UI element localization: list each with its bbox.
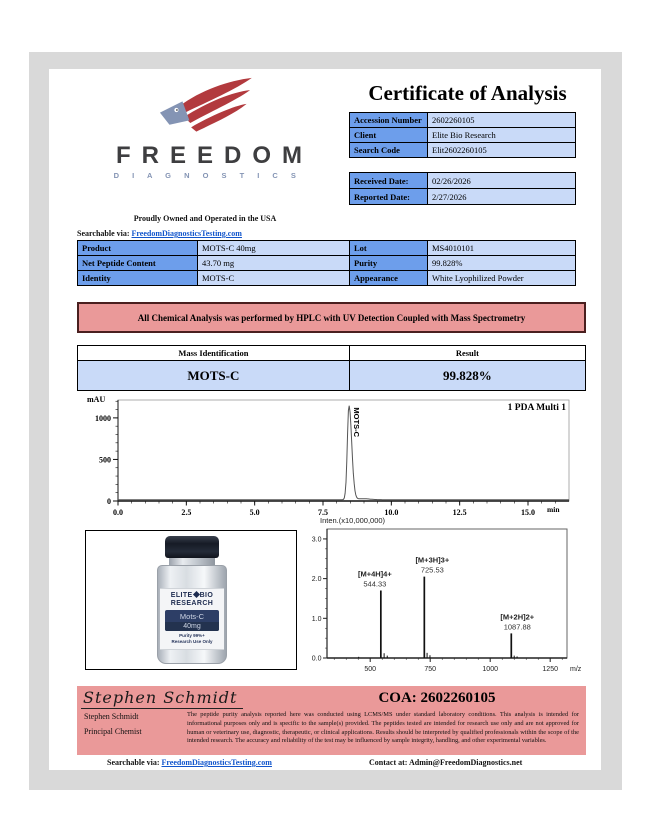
disclaimer-text: The peptide purity analysis reported here was conducted using LCMS/MS under standard laboratory conditions. This analysis is intended for informational purposes only and is specific to the sample(s) provided. The peptides tested are intended for research use only and are not approved for human or veterinary use, diagnostic, therapeutic, or clinical applications. Results should be interpreted by qualified professionals within the scope of the intended research. The accuracy and reliability of the test may be influenced by sample integrity, handling, and other experimental variables.	[187, 711, 579, 745]
signature-script: Stephen Schmidt	[81, 688, 243, 709]
result-header: Result	[349, 346, 585, 361]
svg-text:1250: 1250	[542, 666, 558, 673]
table-row	[78, 256, 357, 271]
ms-peak-charge-label: [M+2H]2+	[500, 612, 535, 622]
lot-label: Lot	[350, 241, 428, 256]
hplc-peak-label: MOTS-C	[351, 407, 361, 437]
vial-product-band	[165, 610, 219, 631]
vial-brand-line2: RESEARCH	[170, 599, 214, 607]
accession-number-value: 2602260105	[428, 113, 576, 128]
client-value: Elite Bio Research	[428, 128, 576, 143]
svg-text:12.5: 12.5	[452, 508, 467, 516]
mass-spectrum-chart	[306, 515, 586, 679]
result-value: 99.828%	[349, 361, 585, 391]
table-row	[350, 173, 576, 189]
ms-peak-charge-label: [M+4H]4+	[357, 569, 392, 579]
identity-value: MOTS-C	[198, 271, 357, 286]
footer-searchable-link[interactable]: FreedomDiagnosticsTesting.com	[161, 758, 272, 767]
table-row	[350, 143, 576, 158]
identity-label: Identity	[78, 271, 198, 286]
table-row	[350, 271, 576, 286]
mass-identification-header: Mass Identification	[78, 346, 350, 361]
svg-text:1000: 1000	[95, 413, 111, 423]
svg-text:0: 0	[107, 497, 111, 506]
svg-text:2.0: 2.0	[311, 576, 322, 584]
searchable-label: Searchable via:	[77, 229, 130, 238]
product-vial-photo	[85, 530, 297, 670]
product-label: Product	[78, 241, 198, 256]
table-row	[350, 189, 576, 205]
svg-text:2.5: 2.5	[181, 508, 192, 516]
signature-section	[77, 686, 586, 755]
logo-subtitle: D I A G N O S T I C S	[113, 171, 302, 181]
appearance-value: White Lyophilized Powder	[428, 271, 576, 286]
svg-text:5.0: 5.0	[249, 508, 260, 516]
received-date-value: 02/26/2026	[428, 173, 576, 189]
footer-contact: Contact at: Admin@FreedomDiagnostics.net	[369, 758, 523, 767]
svg-text:Inten.(x10,000,000): Inten.(x10,000,000)	[320, 516, 386, 525]
svg-text:15.0: 15.0	[521, 508, 535, 516]
svg-text:0.0: 0.0	[113, 508, 123, 516]
svg-text:750: 750	[424, 666, 437, 673]
ms-peak-value-label: 1087.88	[503, 622, 531, 632]
received-date-label: Received Date:	[350, 173, 428, 189]
freedom-diagnostics-logo	[105, 77, 313, 181]
vial-brand	[160, 592, 224, 607]
reported-date-label: Reported Date:	[350, 189, 428, 205]
mass-identification-table	[77, 345, 586, 391]
ms-peak-value-label: 544.33	[363, 579, 387, 589]
svg-text:3.0: 3.0	[311, 536, 322, 544]
hplc-chromatogram-chart	[75, 394, 586, 516]
coa-number: COA: 2602260105	[378, 690, 496, 706]
mass-identification-value: MOTS-C	[78, 361, 350, 391]
page-title: Certificate of Analysis	[368, 81, 567, 105]
hplc-chromatogram-svg	[75, 394, 586, 516]
table-row	[350, 113, 576, 128]
svg-text:1 PDA Multi 1: 1 PDA Multi 1	[507, 403, 566, 413]
mass-spectrum-svg	[306, 515, 586, 679]
searchable-link-top[interactable]: FreedomDiagnosticsTesting.com	[131, 229, 242, 238]
accession-table	[349, 112, 576, 158]
vial	[155, 536, 229, 666]
ms-peak-value-label: 725.53	[420, 565, 444, 575]
footer-searchable-label: Searchable via:	[107, 758, 160, 767]
svg-text:1000: 1000	[482, 666, 498, 673]
chemist-title: Principal Chemist	[84, 727, 142, 736]
search-code-value: Elit2602260105	[428, 143, 576, 158]
vial-research-note: Research Use Only	[171, 639, 213, 645]
svg-text:1.0: 1.0	[311, 615, 322, 623]
product-table	[77, 240, 357, 286]
svg-text:500: 500	[364, 666, 377, 673]
table-row	[78, 361, 586, 391]
table-header-row	[78, 346, 586, 361]
vial-dose: 40mg	[165, 622, 219, 631]
table-row	[78, 271, 357, 286]
logo-wordmark: FREEDOM	[116, 142, 313, 169]
net-peptide-content-value: 43.70 mg	[198, 256, 357, 271]
vial-product-name: Mots-C	[179, 612, 205, 622]
vial-body	[157, 565, 227, 664]
reported-date-value: 2/27/2026	[428, 189, 576, 205]
svg-text:7.5: 7.5	[318, 508, 328, 516]
tagline: Proudly Owned and Operated in the USA	[133, 214, 277, 223]
vial-purity-note: Purity 99%+	[179, 633, 205, 639]
product-value: MOTS-C 40mg	[198, 241, 357, 256]
lot-value: MS4010101	[428, 241, 576, 256]
appearance-label: Appearance	[350, 271, 428, 286]
hplc-trace	[118, 406, 569, 500]
purity-value: 99.828%	[428, 256, 576, 271]
svg-text:m/z: m/z	[570, 666, 582, 673]
svg-text:500: 500	[99, 455, 111, 465]
vial-brand-word2: BIO	[199, 592, 214, 599]
search-code-label: Search Code	[350, 143, 428, 158]
table-row	[350, 241, 576, 256]
accession-number-label: Accession Number	[350, 113, 428, 128]
svg-text:min: min	[547, 505, 560, 514]
table-row	[350, 256, 576, 271]
client-label: Client	[350, 128, 428, 143]
lot-table	[349, 240, 576, 286]
footer-searchable	[107, 758, 272, 767]
svg-text:mAU: mAU	[87, 395, 106, 404]
searchable-line-top	[77, 229, 242, 238]
vial-label	[160, 588, 224, 650]
svg-text:10.0: 10.0	[384, 508, 399, 516]
eagle-flag-icon	[153, 77, 257, 143]
table-row	[78, 241, 357, 256]
purity-label: Purity	[350, 256, 428, 271]
ms-peak-charge-label: [M+3H]3+	[415, 555, 450, 565]
chemist-name: Stephen Schmidt	[84, 712, 139, 721]
dates-table	[349, 172, 576, 205]
vial-fine-print	[160, 633, 224, 645]
document-page	[49, 69, 601, 770]
table-row	[350, 128, 576, 143]
vial-cap	[165, 536, 219, 558]
net-peptide-content-label: Net Peptide Content	[78, 256, 198, 271]
vial-neck	[169, 558, 215, 565]
analysis-method-banner: All Chemical Analysis was performed by HPLC with UV Detection Coupled with Mass Spectrometry	[77, 302, 586, 333]
brand-emblem-icon	[193, 591, 200, 598]
vial-brand-word1: ELITE	[170, 592, 193, 599]
svg-text:0.0: 0.0	[311, 655, 322, 663]
